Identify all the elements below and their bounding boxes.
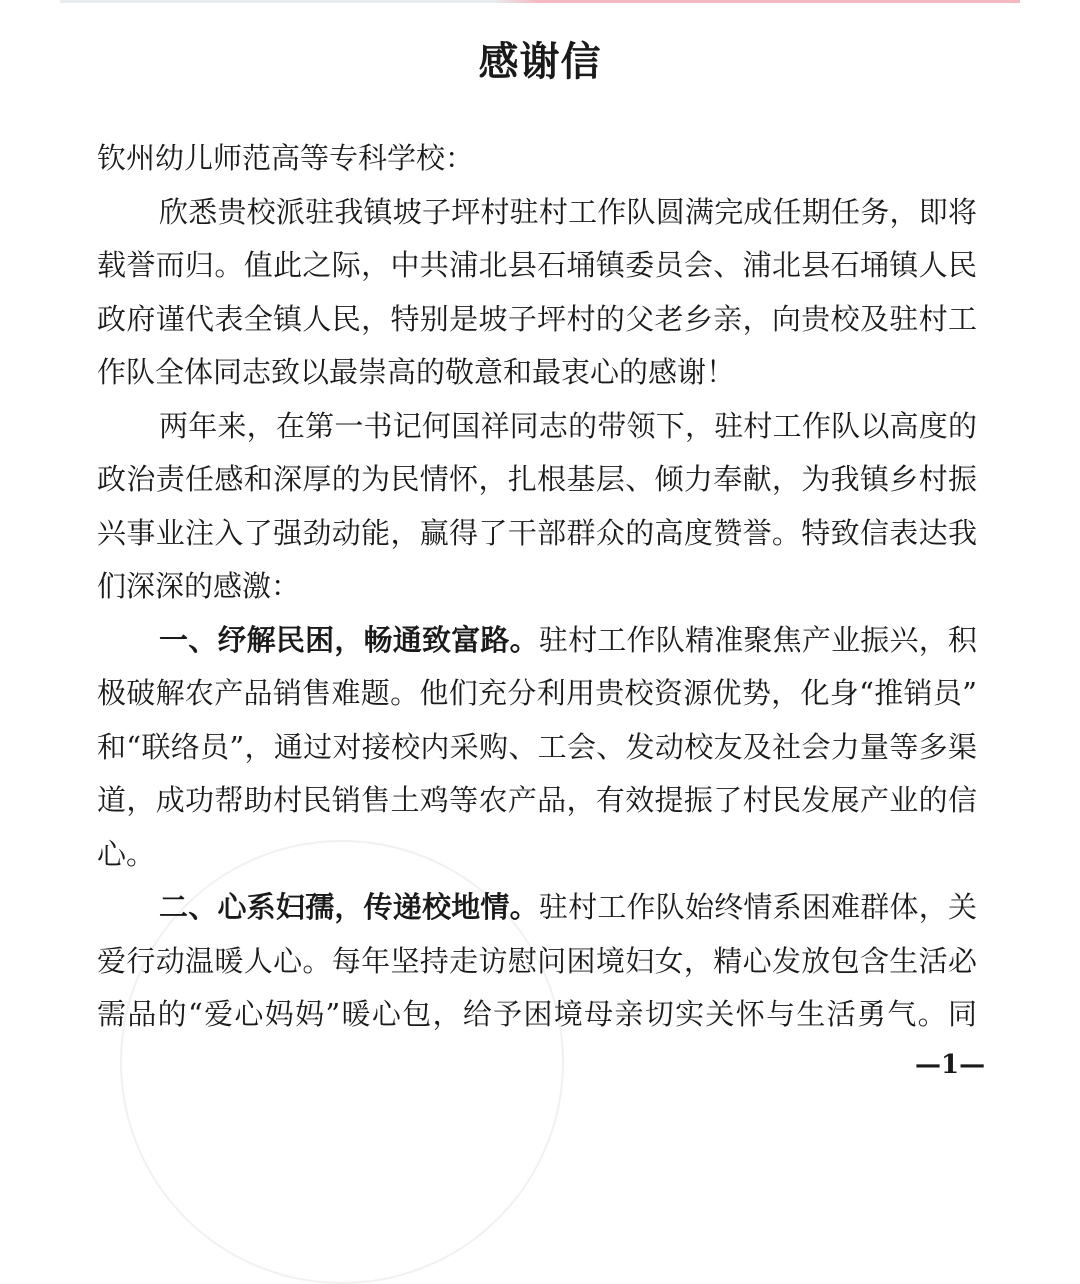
text-line xyxy=(97,618,977,672)
line-text: 两年来，在第一书记何国祥同志的带领下，驻村工作队以高度的 xyxy=(159,408,977,443)
text-line xyxy=(97,404,977,458)
page-top-edge xyxy=(60,0,1020,3)
line-text: 兴事业注入了强劲动能，赢得了干部群众的高度赞誉。特致信表达我 xyxy=(97,515,977,550)
text-line xyxy=(97,297,977,351)
text-line xyxy=(97,885,977,939)
line-text: 极破解农产品销售难题。他们充分利用贵校资源优势，化身“推销员” xyxy=(97,676,977,710)
line-text: 心。 xyxy=(97,836,156,871)
line-text: 驻村工作队精准聚焦产业振兴，积 xyxy=(538,622,977,657)
line-text: 和“联络员”，通过对接校内采购、工会、发动校友及社会力量等多渠 xyxy=(97,729,977,764)
salutation: 钦州幼儿师范高等专科学校： xyxy=(97,141,475,175)
line-text: 驻村工作队始终情系困难群体，关 xyxy=(538,890,977,924)
line-text: 政治责任感和深厚的为民情怀，扎根基层、倾力奉献，为我镇乡村振 xyxy=(97,462,977,496)
section-heading: 二、心系妇孺，传递校地情。 xyxy=(159,890,539,924)
line-text: 爱行动温暖人心。每年坚持走访慰问困境妇女，精心发放包含生活必 xyxy=(97,943,977,978)
text-line xyxy=(97,457,977,511)
text-line xyxy=(97,939,977,993)
text-line xyxy=(97,671,977,725)
section-heading: 一、纾解民困，畅通致富路。 xyxy=(159,622,539,657)
text-line xyxy=(97,725,977,779)
letter-body xyxy=(97,136,977,1046)
text-line xyxy=(97,350,977,404)
text-line xyxy=(97,992,977,1046)
line-text: 道，成功帮助村民销售土鸡等农产品，有效提振了村民发展产业的信 xyxy=(97,783,977,817)
line-text: 需品的“爱心妈妈”暖心包，给予困境母亲切实关怀与生活勇气。同 xyxy=(97,997,977,1031)
line-text: 们深深的感激： xyxy=(97,569,301,603)
text-line xyxy=(97,832,977,886)
line-text: 载誉而归。值此之际，中共浦北县石埇镇委员会、浦北县石埇镇人民 xyxy=(97,248,977,282)
line-text: 欣悉贵校派驻我镇坡子坪村驻村工作队圆满完成任期任务，即将 xyxy=(159,194,977,229)
page-number: —1— xyxy=(915,1050,986,1080)
text-line xyxy=(97,190,977,244)
line-text: 作队全体同志致以最崇高的敬意和最衷心的感谢！ xyxy=(97,355,736,389)
document-title: 感谢信 xyxy=(478,39,602,85)
letter-lines xyxy=(97,190,977,1046)
text-line xyxy=(97,564,977,618)
text-line xyxy=(97,778,977,832)
text-line xyxy=(97,511,977,565)
line-text: 政府谨代表全镇人民，特别是坡子坪村的父老乡亲，向贵校及驻村工 xyxy=(97,301,977,336)
text-line xyxy=(97,243,977,297)
